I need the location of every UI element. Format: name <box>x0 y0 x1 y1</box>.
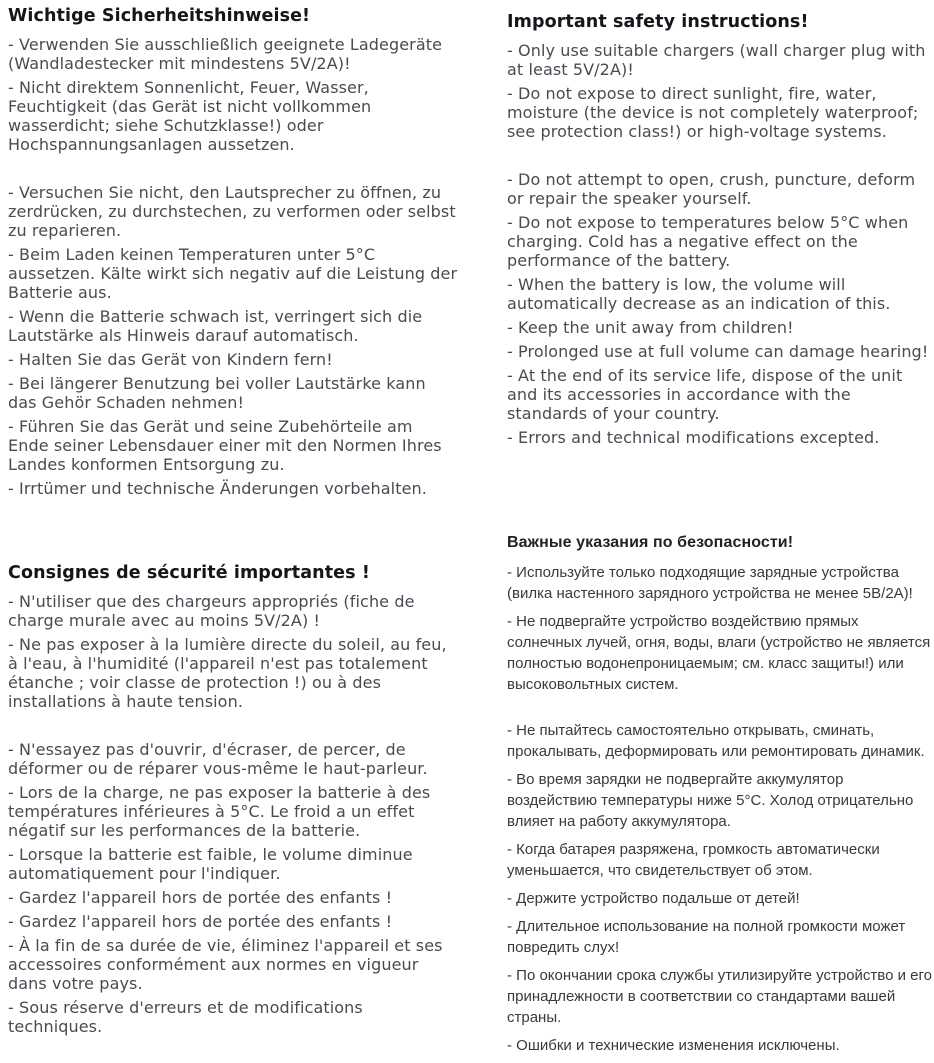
bullet-item: - Beim Laden keinen Temperaturen unter 5°C aussetzen. Kälte wirkt sich negativ auf die Leistung der Batterie aus. <box>8 245 458 302</box>
bullet-item: - Держите устройство подальше от детей! <box>507 890 800 907</box>
bullet-item: - Во время зарядки не подвергайте аккумулятор воздействию температуры ниже 5°C. Холод отрицательно влияет на работу аккумулятора. <box>507 771 914 830</box>
bullet-item: - Only use suitable chargers (wall charger plug with at least 5V/2A)! <box>507 41 926 79</box>
section-safety-english <box>507 12 934 452</box>
bullet-item: - Когда батарея разряжена, громкость автоматически уменьшается, что свидетельствует об этом. <box>507 841 880 879</box>
section-title-russian: Важные указания по безопасности! <box>507 534 794 551</box>
section-title-german: Wichtige Sicherheitshinweise! <box>8 6 311 26</box>
bullet-item: - Lorsque la batterie est faible, le volume diminue automatiquement pour l'indiquer. <box>8 845 413 883</box>
bullet-item: - N'utiliser que des chargeurs appropriés (fiche de charge murale avec au moins 5V/2A) ! <box>8 592 415 630</box>
section-title-english: Important safety instructions! <box>507 12 809 32</box>
bullet-item: - Используйте только подходящие зарядные устройства (вилка настенного зарядного устройства не менее 5В/2А)! <box>507 564 913 602</box>
section-safety-russian <box>507 534 934 1063</box>
bullet-item: - По окончании срока службы утилизируйте устройство и его принадлежности в соответствии со стандартами вашей страны. <box>507 967 932 1026</box>
section-safety-german <box>8 6 458 503</box>
bullet-item: - Длительное использование на полной громкости может повредить слух! <box>507 918 906 956</box>
section-safety-french <box>8 563 458 1041</box>
bullet-item: - Не подвергайте устройство воздействию прямых солнечных лучей, огня, воды, влаги (устройство не является полностью водонепроницаемым; см. класс защиты!) или высоковольтных систем. <box>507 613 931 693</box>
bullet-item: - Irrtümer und technische Änderungen vorbehalten. <box>8 479 427 498</box>
bullet-item: - Nicht direktem Sonnenlicht, Feuer, Wasser, Feuchtigkeit (das Gerät ist nicht vollkommen wasserdicht; siehe Schutzklasse!) oder Hochspannungsanlagen aussetzen. <box>8 78 372 154</box>
paragraph-group-gap <box>507 146 934 170</box>
bullet-item: - At the end of its service life, dispose of the unit and its accessories in accordance with the standards of your country. <box>507 366 903 423</box>
bullet-item: - Keep the unit away from children! <box>507 318 794 337</box>
bullet-item: - N'essayez pas d'ouvrir, d'écraser, de percer, de déformer ou de réparer vous-même le haut-parleur. <box>8 740 428 778</box>
bullet-item: - Bei längerer Benutzung bei voller Lautstärke kann das Gehör Schaden nehmen! <box>8 374 426 412</box>
bullet-item: - Führen Sie das Gerät und seine Zubehörteile am Ende seiner Lebensdauer einer mit den Normen Ihres Landes konformen Entsorgung zu. <box>8 417 442 474</box>
bullet-item: - When the battery is low, the volume will automatically decrease as an indication of this. <box>507 275 891 313</box>
bullet-item: - Do not expose to direct sunlight, fire, water, moisture (the device is not completely waterproof; see protection class!) or high-voltage systems. <box>507 84 919 141</box>
bullet-item: - Wenn die Batterie schwach ist, verringert sich die Lautstärke als Hinweis darauf automatisch. <box>8 307 423 345</box>
bullet-item: - Versuchen Sie nicht, den Lautsprecher zu öffnen, zu zerdrücken, zu durchstechen, zu verformen oder selbst zu reparieren. <box>8 183 456 240</box>
section-title-french: Consignes de sécurité importantes ! <box>8 563 370 583</box>
bullet-item: - Ne pas exposer à la lumière directe du soleil, au feu, à l'eau, à l'humidité (l'appareil n'est pas totalement étanche ; voir classe de protection !) ou à des installations à haute tension. <box>8 635 447 711</box>
bullet-item: - Errors and technical modifications excepted. <box>507 428 880 447</box>
bullet-item: - Не пытайтесь самостоятельно открывать, сминать, прокалывать, деформировать или ремонтировать динамик. <box>507 722 925 760</box>
bullet-item: - Gardez l'appareil hors de portée des enfants ! <box>8 888 393 907</box>
paragraph-group-gap <box>8 716 458 740</box>
bullet-item: - Sous réserve d'erreurs et de modifications techniques. <box>8 998 363 1036</box>
bullet-item: - À la fin de sa durée de vie, éliminez l'appareil et ses accessoires conformément aux normes en vigueur dans votre pays. <box>8 936 443 993</box>
bullet-item: - Lors de la charge, ne pas exposer la batterie à des températures inférieures à 5°C. Le froid a un effet négatif sur les performances de la batterie. <box>8 783 431 840</box>
bullet-item: - Do not attempt to open, crush, puncture, deform or repair the speaker yourself. <box>507 170 916 208</box>
bullet-item: - Ошибки и технические изменения исключены. <box>507 1037 840 1054</box>
bullet-item: - Do not expose to temperatures below 5°C when charging. Cold has a negative effect on the performance of the battery. <box>507 213 909 270</box>
bullet-item: - Prolonged use at full volume can damage hearing! <box>507 342 929 361</box>
bullet-item: - Gardez l'appareil hors de portée des enfants ! <box>8 912 393 931</box>
paragraph-group-gap <box>8 159 458 183</box>
bullet-item: - Verwenden Sie ausschließlich geeignete Ladegeräte (Wandladestecker mit mindestens 5V/2A)! <box>8 35 443 73</box>
paragraph-group-gap <box>507 702 934 720</box>
bullet-item: - Halten Sie das Gerät von Kindern fern! <box>8 350 333 369</box>
